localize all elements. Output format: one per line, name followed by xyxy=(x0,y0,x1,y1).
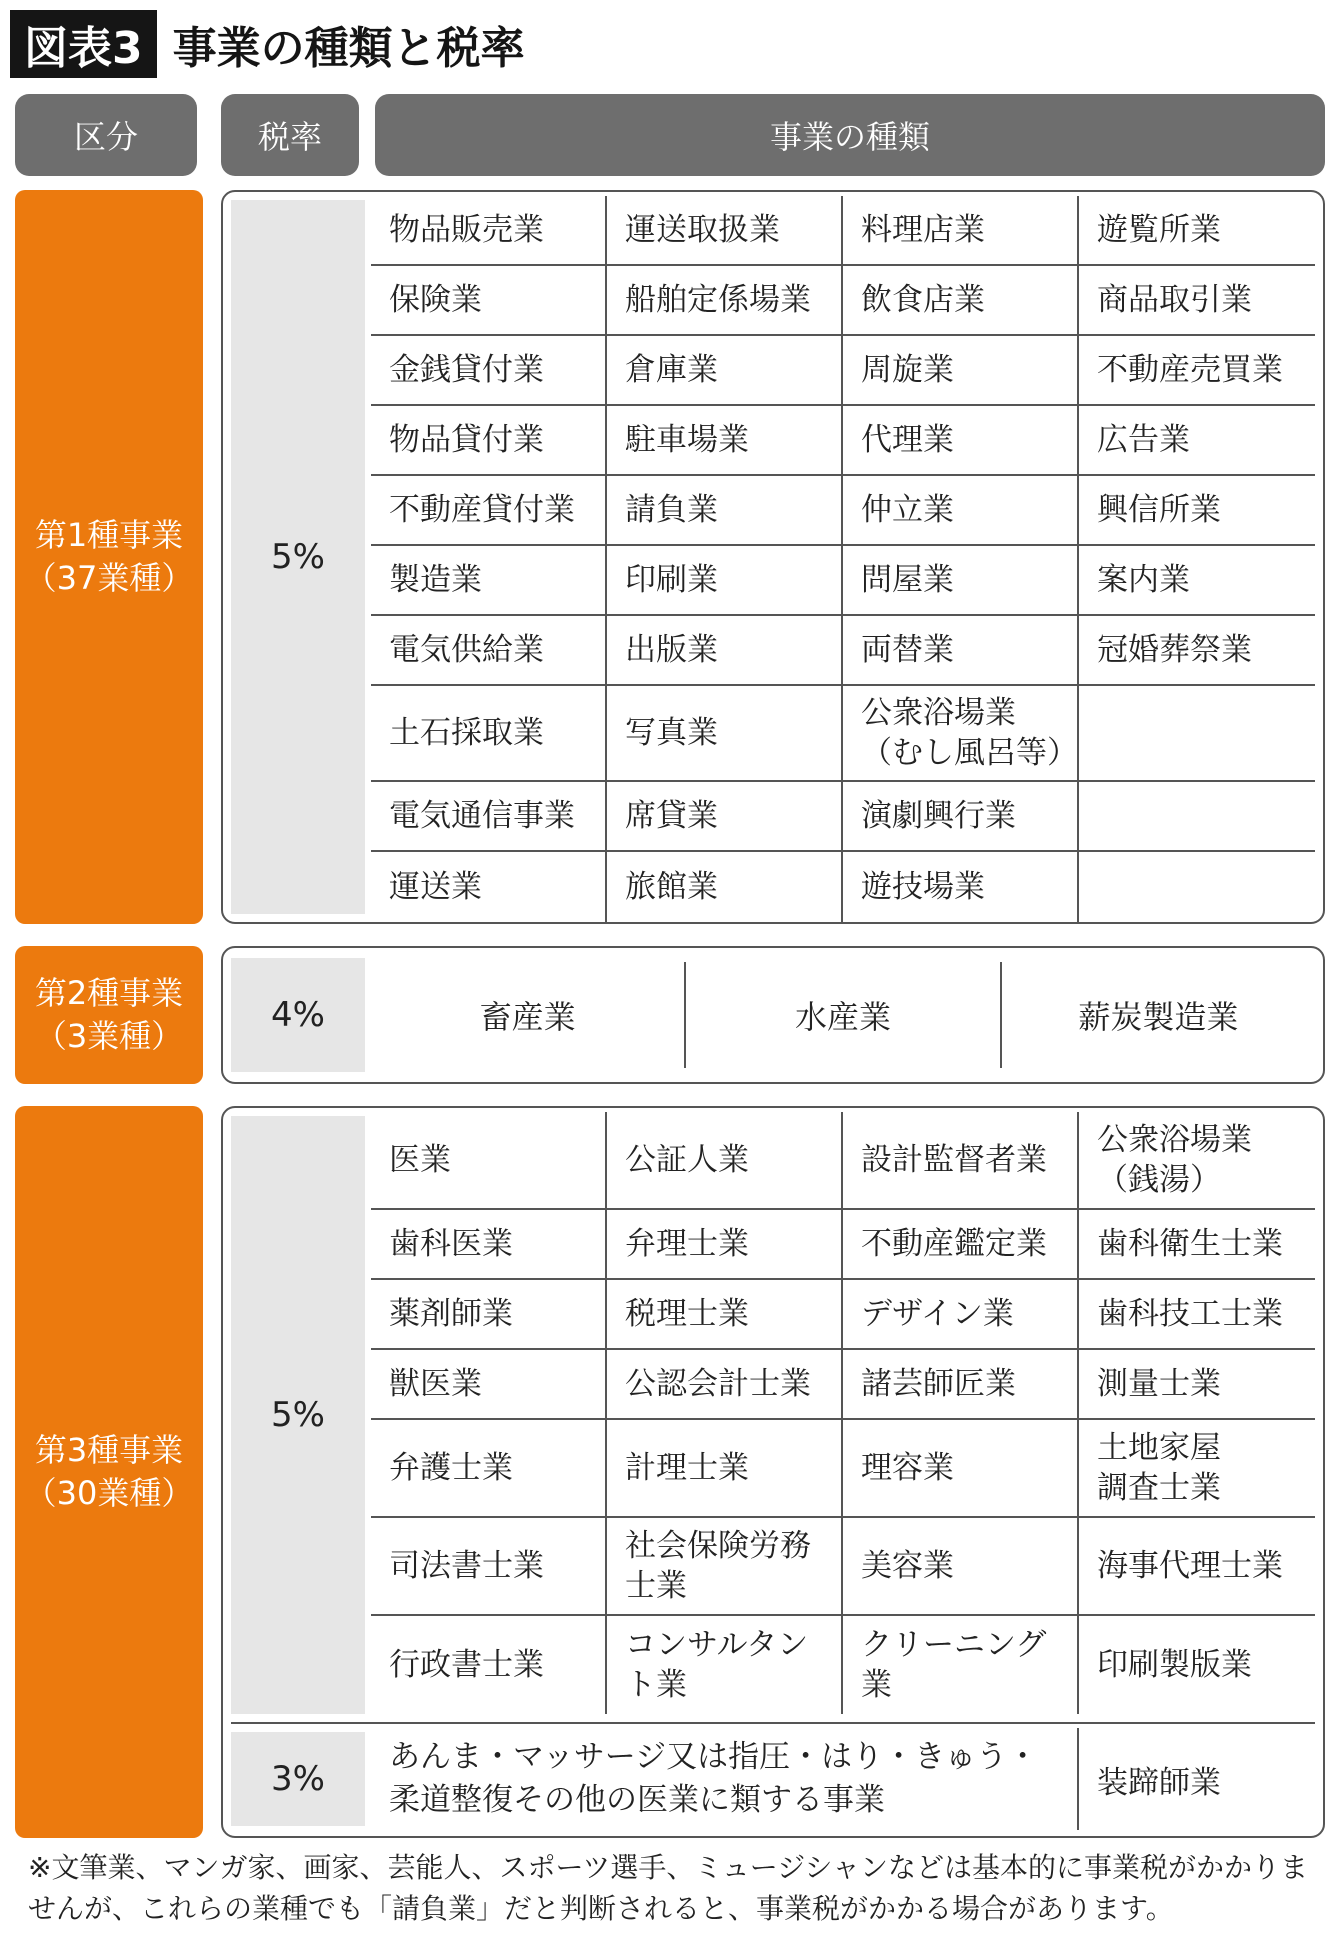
business-cell: 税理士業 xyxy=(607,1280,843,1350)
business-cell: 製造業 xyxy=(371,546,607,616)
business-cell: 両替業 xyxy=(843,616,1079,686)
business-cell: 測量士業 xyxy=(1079,1350,1315,1420)
business-cell: 周旋業 xyxy=(843,336,1079,406)
category-1-name: 第1種事業 xyxy=(34,515,184,554)
business-cell: 運送業 xyxy=(371,852,607,922)
business-cell: 印刷業 xyxy=(607,546,843,616)
business-cell: 商品取引業 xyxy=(1079,266,1315,336)
business-cell: 美容業 xyxy=(843,1518,1079,1616)
business-cell: 公衆浴場業 （銭湯） xyxy=(1079,1112,1315,1210)
category-2-name: 第2種事業 xyxy=(34,973,184,1012)
business-cell: 不動産鑑定業 xyxy=(843,1210,1079,1280)
business-cell: 社会保険労務 士業 xyxy=(607,1518,843,1616)
business-cell: デザイン業 xyxy=(843,1280,1079,1350)
header-business: 事業の種類 xyxy=(375,94,1325,176)
category-3-table xyxy=(371,1112,1315,1714)
category-2 xyxy=(15,946,203,1084)
business-cell: 理容業 xyxy=(843,1420,1079,1518)
business-cell: 問屋業 xyxy=(843,546,1079,616)
business-cell: 興信所業 xyxy=(1079,476,1315,546)
business-cell: 物品貸付業 xyxy=(371,406,607,476)
business-cell: 遊覧所業 xyxy=(1079,196,1315,266)
business-cell: 船舶定係場業 xyxy=(607,266,843,336)
business-cell: 設計監督者業 xyxy=(843,1112,1079,1210)
footnote: ※文筆業、マンガ家、画家、芸能人、スポーツ選手、ミュージシャンなどは基本的に事業税がかかりませんが、これらの業種でも「請負業」だと判断されると、事業税がかかる場合があります。 xyxy=(28,1851,1308,1925)
business-cell: 代理業 xyxy=(843,406,1079,476)
category-3-extra-left: あんま・マッサージ又は指圧・はり・きゅう・ 柔道整復その他の医業に類する事業 xyxy=(371,1728,1079,1830)
business-cell: 歯科衛生士業 xyxy=(1079,1210,1315,1280)
business-cell xyxy=(1079,852,1315,922)
category-3-count: （30業種） xyxy=(24,1474,194,1512)
category-1-count: （37業種） xyxy=(24,559,194,597)
business-cell: 遊技場業 xyxy=(843,852,1079,922)
category-3 xyxy=(15,1106,203,1838)
figure-title xyxy=(10,10,525,78)
category-2-item: 畜産業 xyxy=(371,962,686,1068)
business-cell: 海事代理士業 xyxy=(1079,1518,1315,1616)
header-rate: 税率 xyxy=(221,94,359,176)
business-cell: 獣医業 xyxy=(371,1350,607,1420)
business-cell: 保険業 xyxy=(371,266,607,336)
business-cell: 駐車場業 xyxy=(607,406,843,476)
business-cell: 弁護士業 xyxy=(371,1420,607,1518)
business-cell: 不動産売買業 xyxy=(1079,336,1315,406)
category-1-table xyxy=(371,196,1315,922)
business-cell: 土地家屋 調査士業 xyxy=(1079,1420,1315,1518)
category-3-name: 第3種事業 xyxy=(34,1430,184,1469)
business-cell: 飲食店業 xyxy=(843,266,1079,336)
category-2-table xyxy=(371,962,1315,1068)
business-cell: 物品販売業 xyxy=(371,196,607,266)
business-cell: 運送取扱業 xyxy=(607,196,843,266)
business-cell: 料理店業 xyxy=(843,196,1079,266)
business-cell xyxy=(1079,686,1315,782)
business-cell: 写真業 xyxy=(607,686,843,782)
business-cell: 席貸業 xyxy=(607,782,843,852)
category-1 xyxy=(15,190,203,924)
business-cell: 薬剤師業 xyxy=(371,1280,607,1350)
business-cell: 公証人業 xyxy=(607,1112,843,1210)
business-cell: 歯科技工士業 xyxy=(1079,1280,1315,1350)
business-cell: 倉庫業 xyxy=(607,336,843,406)
business-cell: 歯科医業 xyxy=(371,1210,607,1280)
business-cell: 司法書士業 xyxy=(371,1518,607,1616)
header-category: 区分 xyxy=(15,94,197,176)
business-cell: クリーニング 業 xyxy=(843,1616,1079,1714)
business-cell: 電気供給業 xyxy=(371,616,607,686)
business-cell: 演劇興行業 xyxy=(843,782,1079,852)
business-cell: 出版業 xyxy=(607,616,843,686)
business-cell: 印刷製版業 xyxy=(1097,1646,1252,1683)
category-1-rate: 5% xyxy=(231,200,365,914)
figure-title-text: 事業の種類と税率 xyxy=(172,23,525,74)
business-cell: 旅館業 xyxy=(607,852,843,922)
category-2-count: （3業種） xyxy=(34,1017,184,1055)
category-3-extra-rate: 3% xyxy=(231,1732,365,1826)
business-cell: 案内業 xyxy=(1079,546,1315,616)
business-cell: 諸芸師匠業 xyxy=(843,1350,1079,1420)
business-cell: 金銭貸付業 xyxy=(371,336,607,406)
business-cell: 仲立業 xyxy=(843,476,1079,546)
business-cell: 弁理士業 xyxy=(607,1210,843,1280)
category-2-rate: 4% xyxy=(231,958,365,1072)
category-3-rate: 5% xyxy=(231,1116,365,1714)
business-cell: 請負業 xyxy=(607,476,843,546)
business-cell xyxy=(1079,782,1315,852)
business-cell: 冠婚葬祭業 xyxy=(1079,616,1315,686)
business-cell: 不動産貸付業 xyxy=(371,476,607,546)
business-cell: 公認会計士業 xyxy=(607,1350,843,1420)
category-2-item: 水産業 xyxy=(686,962,1001,1068)
business-cell: 医業 xyxy=(371,1112,607,1210)
figure-badge: 図表3 xyxy=(10,10,157,78)
business-cell: コンサルタン ト業 xyxy=(607,1616,843,1714)
business-cell: 土石採取業 xyxy=(371,686,607,782)
business-cell: 公衆浴場業 （むし風呂等） xyxy=(843,686,1079,782)
business-cell: 計理士業 xyxy=(607,1420,843,1518)
business-cell: 行政書士業 xyxy=(371,1616,607,1714)
category-2-item: 薪炭製造業 xyxy=(1078,998,1239,1036)
category-3-divider xyxy=(231,1722,1315,1724)
business-cell: 広告業 xyxy=(1079,406,1315,476)
category-3-extra-row xyxy=(371,1728,1315,1830)
business-cell: 電気通信事業 xyxy=(371,782,607,852)
category-3-extra-right: 装蹄師業 xyxy=(1097,1764,1221,1801)
